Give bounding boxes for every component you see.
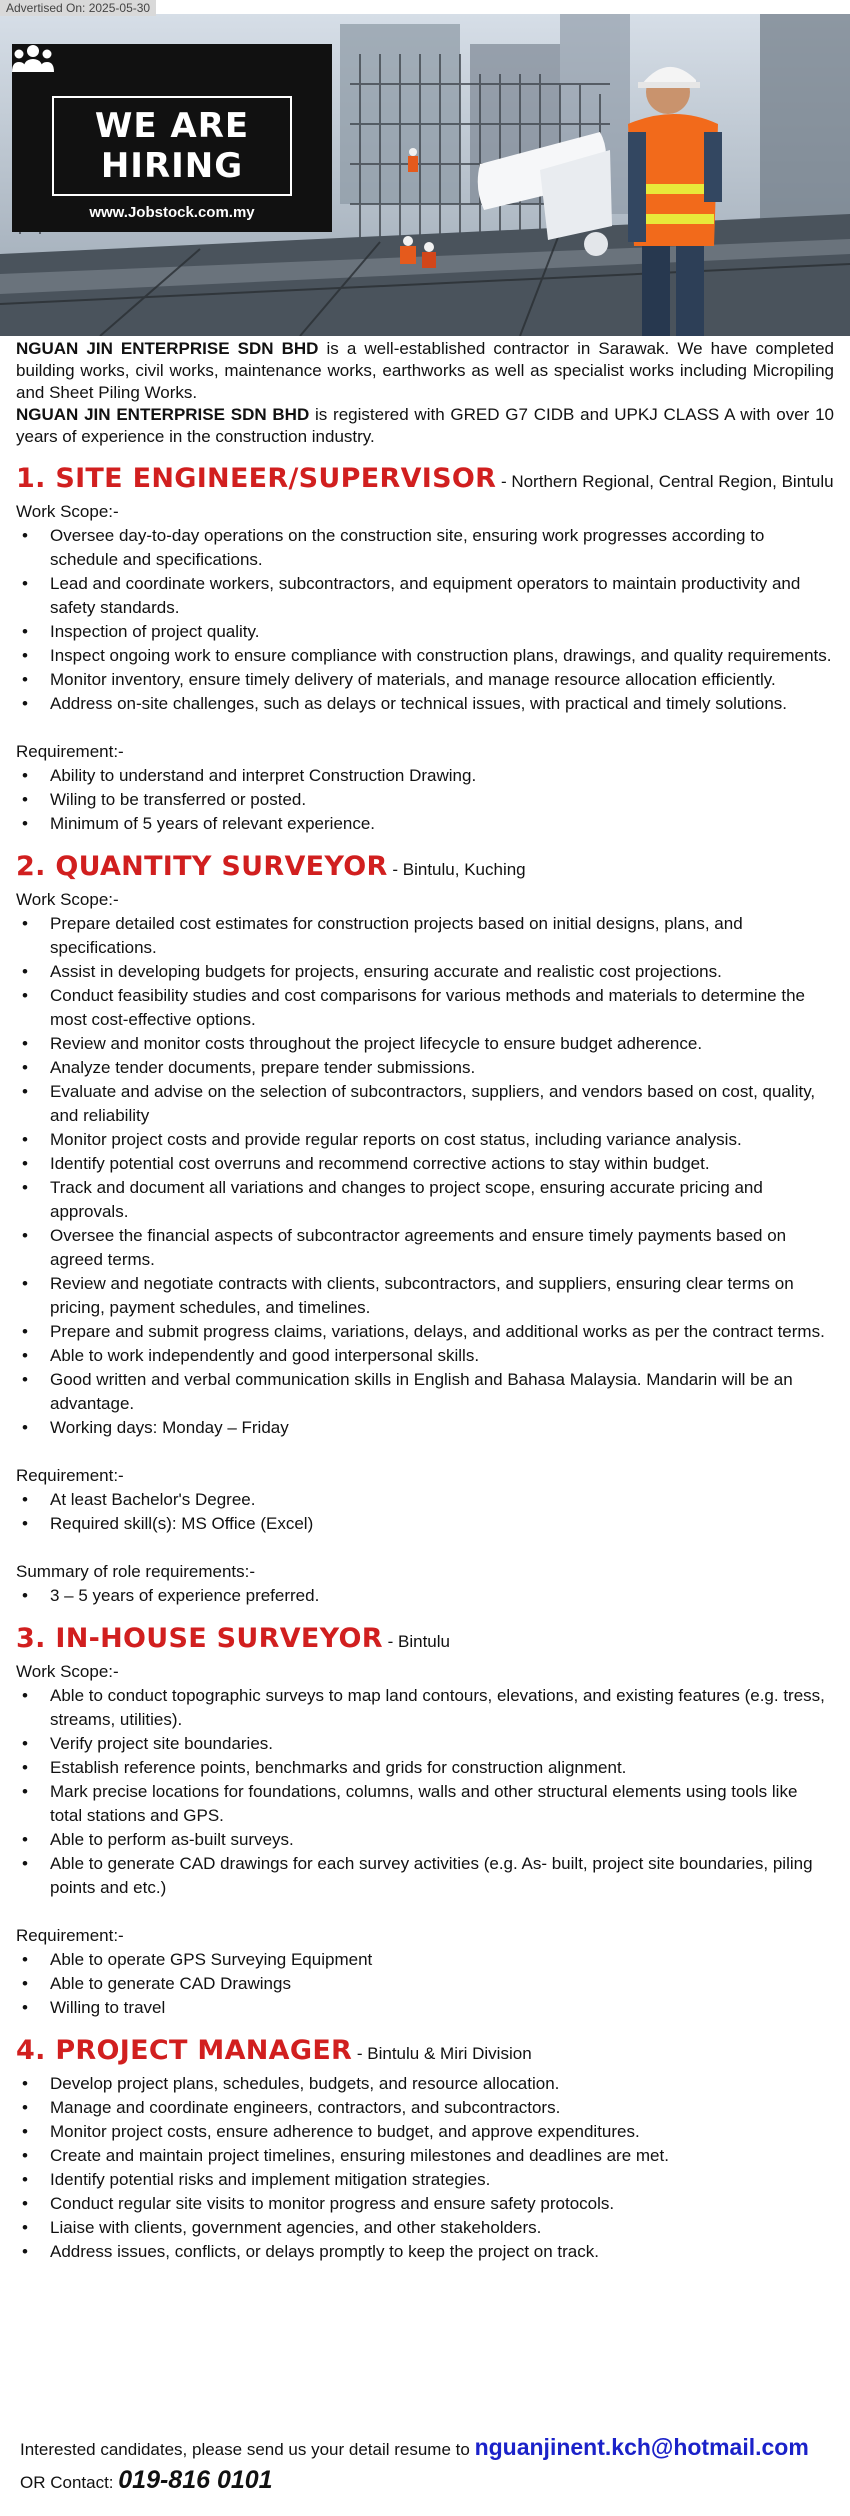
list-item-text: Oversee day-to-day operations on the construction site, ensuring work progresses according to schedule and specifications. xyxy=(50,526,765,569)
bullet-icon: • xyxy=(22,2098,28,2117)
bullet-icon: • xyxy=(22,1346,28,1365)
list-item-text: Track and document all variations and changes to project scope, ensuring accurate pricing and approvals. xyxy=(50,1178,763,1221)
bullet-icon: • xyxy=(22,1082,28,1101)
list-item-text: Evaluate and advise on the selection of subcontractors, suppliers, and vendors based on cost, quality, and reliability xyxy=(50,1082,816,1125)
list-item-text: Create and maintain project timelines, ensuring milestones and deadlines are met. xyxy=(50,2146,669,2165)
bullet-icon: • xyxy=(22,1178,28,1197)
list-item-text: Prepare and submit progress claims, variations, delays, and additional works as per the contract terms. xyxy=(50,1322,825,1341)
list-item xyxy=(16,1852,834,1900)
list-item-text: Required skill(s): MS Office (Excel) xyxy=(50,1514,314,1533)
list-item-text: Conduct regular site visits to monitor progress and ensure safety protocols. xyxy=(50,2194,615,2213)
company-intro-p2: NGUAN JIN ENTERPRISE SDN BHD is registered with GRED G7 CIDB and UPKJ CLASS A with over 10 years of experience in the construction industry. xyxy=(16,405,834,446)
list-item xyxy=(16,1416,834,1440)
list-item xyxy=(16,1176,834,1224)
list-item xyxy=(16,2120,834,2144)
bullet-icon: • xyxy=(22,1734,28,1753)
spacer xyxy=(16,716,834,740)
list-item-text: Good written and verbal communication skills in English and Bahasa Malaysia. Mandarin will be an advantage. xyxy=(50,1370,793,1413)
job-location: - Bintulu, Kuching xyxy=(387,860,526,879)
list-item-text: Monitor project costs, ensure adherence to budget, and approve expenditures. xyxy=(50,2122,640,2141)
list-item xyxy=(16,1080,834,1128)
list-item-text: Able to operate GPS Surveying Equipment xyxy=(50,1950,373,1969)
bullet-icon: • xyxy=(22,526,28,545)
list-item xyxy=(16,2168,834,2192)
requirement-list xyxy=(16,1948,834,2020)
list-item-text: Monitor project costs and provide regular reports on cost status, including variance analysis. xyxy=(50,1130,742,1149)
list-item-text: Able to generate CAD Drawings xyxy=(50,1974,291,1993)
bullet-icon: • xyxy=(22,622,28,641)
list-item xyxy=(16,1512,834,1536)
list-item-text: Willing to travel xyxy=(50,1998,166,2017)
list-item-text: At least Bachelor's Degree. xyxy=(50,1490,256,1509)
list-item xyxy=(16,984,834,1032)
bullet-icon: • xyxy=(22,766,28,785)
list-item xyxy=(16,2216,834,2240)
job-title: 3. IN-HOUSE SURVEYOR xyxy=(16,1623,383,1654)
contact-line: OR Contact: 019-816 0101 xyxy=(20,2466,273,2494)
bullet-icon: • xyxy=(22,1490,28,1509)
people-group-icon xyxy=(12,44,54,74)
list-item xyxy=(16,2072,834,2096)
work-scope-label: Work Scope:- xyxy=(16,890,119,909)
bullet-icon: • xyxy=(22,1782,28,1801)
list-item xyxy=(16,2192,834,2216)
bullet-icon: • xyxy=(22,2170,28,2189)
bullet-icon: • xyxy=(22,670,28,689)
job-list xyxy=(16,462,834,2264)
job-location: - Bintulu & Miri Division xyxy=(352,2044,532,2063)
bullet-icon: • xyxy=(22,1130,28,1149)
list-item-text: Verify project site boundaries. xyxy=(50,1734,274,1753)
list-item xyxy=(16,572,834,620)
bullet-icon: • xyxy=(22,1686,28,1705)
list-item xyxy=(16,668,834,692)
job-heading xyxy=(16,850,834,888)
list-item xyxy=(16,2096,834,2120)
bullet-icon: • xyxy=(22,1418,28,1437)
work-scope-list xyxy=(16,2072,834,2264)
list-item-text: Monitor inventory, ensure timely delivery of materials, and manage resource allocation efficiently. xyxy=(50,670,776,689)
work-scope-label: Work Scope:- xyxy=(16,1662,119,1681)
list-item-text: Conduct feasibility studies and cost comparisons for various methods and materials to determine the most cost-effective options. xyxy=(50,986,805,1029)
list-item-text: Assist in developing budgets for projects, ensuring accurate and realistic cost projections. xyxy=(50,962,722,981)
list-item xyxy=(16,1272,834,1320)
job-section xyxy=(16,850,834,1608)
bullet-icon: • xyxy=(22,1322,28,1341)
list-item-text: Oversee the financial aspects of subcontractor agreements and ensure timely payments based on agreed terms. xyxy=(50,1226,787,1269)
list-item xyxy=(16,1780,834,1828)
list-item xyxy=(16,912,834,960)
list-item xyxy=(16,960,834,984)
we-are-hiring-badge xyxy=(12,44,332,232)
work-scope-list xyxy=(16,524,834,716)
job-location: - Northern Regional, Central Region, Bintulu xyxy=(496,472,834,491)
list-item-text: Able to conduct topographic surveys to map land contours, elevations, and existing features (e.g. tress, streams, utilities). xyxy=(50,1686,825,1729)
bullet-icon: • xyxy=(22,2074,28,2093)
list-item xyxy=(16,2240,834,2264)
bullet-icon: • xyxy=(22,2146,28,2165)
email-link[interactable]: nguanjinent.kch@hotmail.com xyxy=(474,2434,809,2460)
job-location: - Bintulu xyxy=(382,1632,450,1651)
bullet-icon: • xyxy=(22,2122,28,2141)
job-title: 2. QUANTITY SURVEYOR xyxy=(16,851,388,882)
list-item-text: Identify potential risks and implement mitigation strategies. xyxy=(50,2170,491,2189)
bullet-icon: • xyxy=(22,962,28,981)
company-name: NGUAN JIN ENTERPRISE SDN BHD xyxy=(16,339,319,358)
requirement-list xyxy=(16,764,834,836)
job-section xyxy=(16,462,834,836)
list-item xyxy=(16,1488,834,1512)
bullet-icon: • xyxy=(22,2242,28,2261)
bullet-icon: • xyxy=(22,1058,28,1077)
company-name: NGUAN JIN ENTERPRISE SDN BHD xyxy=(16,405,310,424)
work-scope-label: Work Scope:- xyxy=(16,502,119,521)
requirement-label: Requirement:- xyxy=(16,742,124,761)
job-title: 4. PROJECT MANAGER xyxy=(16,2035,353,2066)
list-item-text: Lead and coordinate workers, subcontractors, and equipment operators to maintain productivity and safety standards. xyxy=(50,574,801,617)
advertised-date: Advertised On: 2025-05-30 xyxy=(0,0,156,16)
list-item xyxy=(16,1344,834,1368)
work-scope-list xyxy=(16,912,834,1440)
list-item-text: Working days: Monday – Friday xyxy=(50,1418,289,1437)
apply-line: Interested candidates, please send us your detail resume to nguanjinent.kch@hotmail.com xyxy=(20,2434,809,2460)
list-item-text: Identify potential cost overruns and recommend corrective actions to stay within budget. xyxy=(50,1154,710,1173)
bullet-icon: • xyxy=(22,1226,28,1245)
list-item-text: Establish reference points, benchmarks and grids for construction alignment. xyxy=(50,1758,627,1777)
list-item xyxy=(16,1056,834,1080)
list-item-text: Prepare detailed cost estimates for construction projects based on initial designs, plans, and specifications. xyxy=(50,914,743,957)
work-scope-list xyxy=(16,1684,834,1900)
summary-label: Summary of role requirements:- xyxy=(16,1562,256,1581)
list-item xyxy=(16,2144,834,2168)
list-item xyxy=(16,620,834,644)
list-item-text: Able to perform as-built surveys. xyxy=(50,1830,294,1849)
bullet-icon: • xyxy=(22,986,28,1005)
list-item-text: Develop project plans, schedules, budgets, and resource allocation. xyxy=(50,2074,560,2093)
bullet-icon: • xyxy=(22,1830,28,1849)
job-ad-content xyxy=(16,338,834,2264)
bullet-icon: • xyxy=(22,1586,28,1605)
list-item-text: Address issues, conflicts, or delays promptly to keep the project on track. xyxy=(50,2242,599,2261)
list-item-text: Minimum of 5 years of relevant experience. xyxy=(50,814,376,833)
list-item-text: Manage and coordinate engineers, contractors, and subcontractors. xyxy=(50,2098,561,2117)
website-link[interactable]: www.Jobstock.com.my xyxy=(89,204,255,221)
list-item-text: Able to work independently and good interpersonal skills. xyxy=(50,1346,480,1365)
list-item xyxy=(16,1732,834,1756)
list-item xyxy=(16,1152,834,1176)
bullet-icon: • xyxy=(22,1758,28,1777)
list-item xyxy=(16,1224,834,1272)
list-item xyxy=(16,692,834,716)
bullet-icon: • xyxy=(22,1950,28,1969)
bullet-icon: • xyxy=(22,1370,28,1389)
list-item-text: Inspect ongoing work to ensure compliance with construction plans, drawings, and quality requirements. xyxy=(50,646,832,665)
hero-banner xyxy=(0,14,850,336)
bullet-icon: • xyxy=(22,646,28,665)
bullet-icon: • xyxy=(22,814,28,833)
bullet-icon: • xyxy=(22,574,28,593)
list-item xyxy=(16,1948,834,1972)
requirement-label: Requirement:- xyxy=(16,1466,124,1485)
spacer xyxy=(16,1536,834,1560)
list-item xyxy=(16,788,834,812)
bullet-icon: • xyxy=(22,694,28,713)
bullet-icon: • xyxy=(22,2194,28,2213)
bullet-icon: • xyxy=(22,1854,28,1873)
list-item xyxy=(16,524,834,572)
list-item-text: Analyze tender documents, prepare tender submissions. xyxy=(50,1058,476,1077)
list-item xyxy=(16,1972,834,1996)
list-item xyxy=(16,1828,834,1852)
list-item-text: Ability to understand and interpret Construction Drawing. xyxy=(50,766,477,785)
bullet-icon: • xyxy=(22,1154,28,1173)
hiring-headline-frame xyxy=(52,96,292,196)
requirement-label: Requirement:- xyxy=(16,1926,124,1945)
list-item xyxy=(16,1996,834,2020)
list-item xyxy=(16,1032,834,1056)
list-item-text: Able to generate CAD drawings for each survey activities (e.g. As- built, project site boundaries, piling points and etc.) xyxy=(50,1854,813,1897)
list-item-text: Mark precise locations for foundations, columns, walls and other structural elements using tools like total stations and GPS. xyxy=(50,1782,798,1825)
bullet-icon: • xyxy=(22,1998,28,2017)
bullet-icon: • xyxy=(22,1034,28,1053)
spacer xyxy=(16,1900,834,1924)
list-item-text: Address on-site challenges, such as delays or technical issues, with practical and timely solutions. xyxy=(50,694,788,713)
list-item xyxy=(16,1684,834,1732)
list-item xyxy=(16,1368,834,1416)
list-item xyxy=(16,812,834,836)
bullet-icon: • xyxy=(22,1274,28,1293)
phone-number[interactable]: 019-816 0101 xyxy=(118,2466,273,2494)
job-heading xyxy=(16,2034,834,2072)
list-item-text: Wiling to be transferred or posted. xyxy=(50,790,307,809)
list-item xyxy=(16,1584,834,1608)
hiring-headline-line2: HIRING xyxy=(100,146,244,186)
job-title: 1. SITE ENGINEER/SUPERVISOR xyxy=(16,463,497,494)
list-item xyxy=(16,644,834,668)
requirement-list xyxy=(16,1488,834,1536)
list-item-text: Inspection of project quality. xyxy=(50,622,260,641)
contact-footer xyxy=(20,2432,840,2498)
list-item-text: Liaise with clients, government agencies, and other stakeholders. xyxy=(50,2218,542,2237)
hiring-headline-line1: WE ARE xyxy=(94,106,250,146)
list-item xyxy=(16,1756,834,1780)
bullet-icon: • xyxy=(22,914,28,933)
summary-list xyxy=(16,1584,834,1608)
company-intro-p1: NGUAN JIN ENTERPRISE SDN BHD is a well-established contractor in Sarawak. We have completed building works, civil works, maintenance works, earthworks as well as specialist works including Micropiling and Sheet Piling Works. xyxy=(16,339,834,402)
list-item-text: 3 – 5 years of experience preferred. xyxy=(50,1586,320,1605)
job-heading xyxy=(16,462,834,500)
list-item-text: Review and monitor costs throughout the project lifecycle to ensure budget adherence. xyxy=(50,1034,703,1053)
job-section xyxy=(16,2034,834,2264)
job-section xyxy=(16,1622,834,2020)
list-item xyxy=(16,764,834,788)
list-item xyxy=(16,1320,834,1344)
bullet-icon: • xyxy=(22,1514,28,1533)
bullet-icon: • xyxy=(22,1974,28,1993)
list-item xyxy=(16,1128,834,1152)
list-item-text: Review and negotiate contracts with clients, subcontractors, and suppliers, ensuring clear terms on pricing, payment schedules, and timelines. xyxy=(50,1274,794,1317)
bullet-icon: • xyxy=(22,790,28,809)
spacer xyxy=(16,1440,834,1464)
job-heading xyxy=(16,1622,834,1660)
bullet-icon: • xyxy=(22,2218,28,2237)
